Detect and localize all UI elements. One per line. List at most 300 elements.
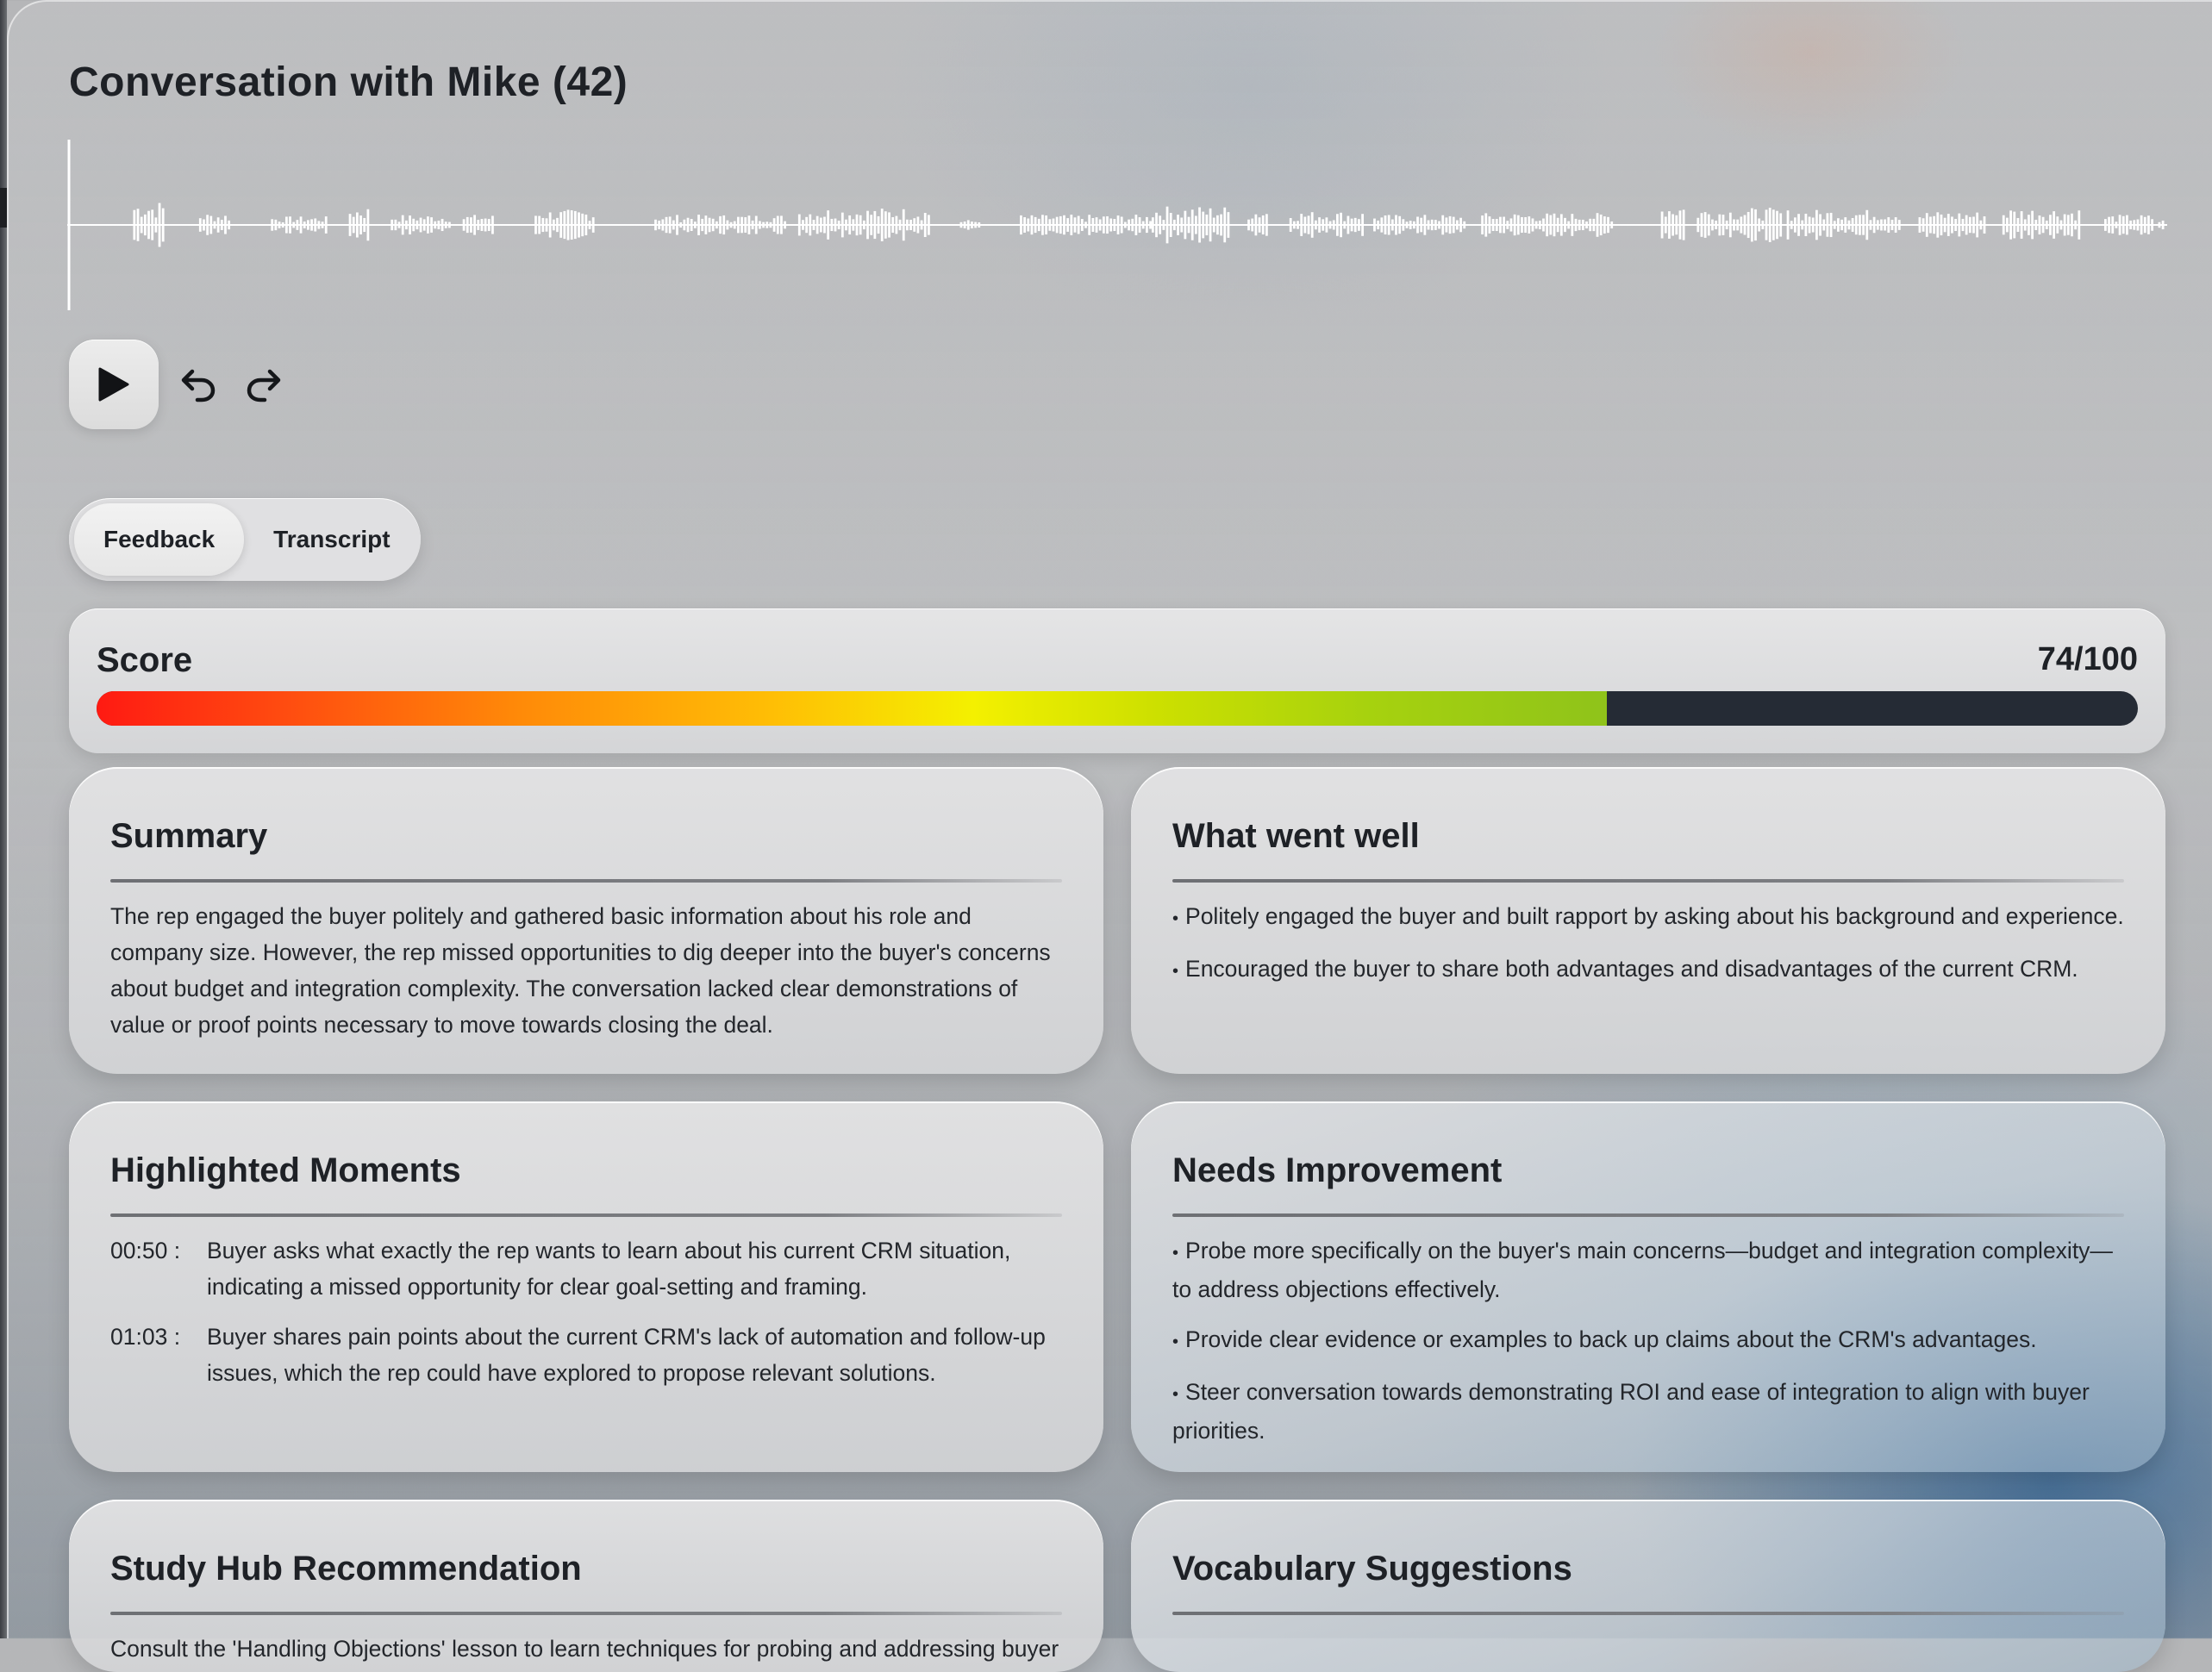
waveform-bar: [1726, 221, 1728, 229]
waveform-bar: [1805, 214, 1808, 236]
waveform-bar: [2034, 220, 2037, 230]
waveform-bar: [589, 221, 591, 229]
waveform-bar: [1441, 215, 1444, 235]
tab-feedback[interactable]: Feedback: [74, 503, 244, 576]
waveform-bar: [1592, 219, 1595, 231]
waveform-bar: [1198, 208, 1201, 243]
waveform-bar: [1524, 217, 1527, 233]
highlighted-moments-title: Highlighted Moments: [110, 1151, 461, 1189]
waveform-bar: [1747, 212, 1750, 238]
waveform-bar: [2021, 211, 2023, 239]
waveform-bar: [1074, 217, 1077, 232]
waveform-bar: [398, 221, 401, 228]
waveform-bar: [765, 221, 768, 228]
moment-text: Buyer shares pain points about the current CRM's lack of automation and follow-up issues, which the rep could have explored to propose relevant solutions.: [207, 1324, 1046, 1386]
waveform-bar: [1131, 219, 1134, 231]
playback-controls: [69, 340, 290, 429]
waveform-bar: [1827, 213, 1829, 236]
waveform-bar: [661, 219, 664, 230]
waveform-bar: [1128, 220, 1130, 231]
waveform-bar: [434, 221, 436, 228]
needs-improvement-list: [1172, 1232, 2124, 1449]
waveform-bar: [658, 221, 660, 229]
waveform-bar: [1066, 218, 1069, 232]
waveform-bar: [676, 215, 678, 234]
waveform-bar: [827, 210, 829, 240]
waveform-bar: [719, 216, 722, 234]
waveform-bar: [679, 222, 682, 228]
waveform-bar: [1103, 216, 1105, 234]
waveform-bar: [928, 215, 930, 234]
waveform-bar: [1453, 217, 1455, 234]
waveform-bar: [1668, 211, 1671, 239]
waveform-bar: [1290, 218, 1292, 232]
waveform-bar: [1951, 216, 1953, 233]
waveform-bar: [974, 222, 977, 228]
waveform-bar: [349, 214, 352, 236]
waveform-bar: [1675, 215, 1678, 234]
waveform-bar: [697, 215, 700, 235]
waveform-bar: [1965, 215, 1968, 235]
waveform-bar: [2122, 216, 2125, 234]
summary-title: Summary: [110, 817, 268, 855]
play-button[interactable]: [69, 340, 159, 429]
waveform-bar: [845, 220, 847, 231]
waveform-bar: [1976, 213, 1978, 238]
waveform-bar: [1919, 217, 1921, 233]
waveform-bar: [1333, 220, 1335, 229]
waveform-bar: [1740, 216, 1742, 233]
waveform-bar: [1665, 216, 1667, 233]
waveform-bar: [884, 211, 887, 239]
waveform-bar: [2162, 221, 2165, 229]
waveform-bar: [1391, 220, 1394, 231]
waveform-bar: [1535, 221, 1538, 229]
waveform-bar: [1936, 212, 1939, 237]
waveform-bar: [856, 215, 859, 235]
waveform-bar: [391, 220, 393, 230]
vocabulary-divider: [1172, 1612, 2124, 1615]
waveform-bar: [1891, 220, 1894, 230]
waveform-bar: [314, 218, 316, 231]
waveform-bar: [834, 219, 837, 232]
moment-item[interactable]: [110, 1319, 1062, 1391]
waveform-bar: [300, 216, 303, 233]
waveform-bar: [274, 220, 277, 230]
waveform-bar: [1109, 218, 1112, 231]
waveform-bar: [409, 215, 411, 234]
waveform-bar: [2126, 215, 2128, 235]
rewind-icon: [178, 365, 218, 404]
waveform-bar: [1517, 215, 1520, 235]
waveform-bar: [1610, 221, 1613, 228]
waveform-bar: [2147, 215, 2150, 234]
waveform-bar: [1406, 221, 1409, 228]
waveform-bar: [430, 217, 433, 233]
waveform-bar: [1251, 219, 1253, 232]
waveform-bar: [1607, 217, 1609, 233]
waveform-bar: [1819, 214, 1821, 235]
waveform-bar: [209, 216, 212, 234]
waveform-bar: [1954, 219, 1957, 231]
waveform-bar: [1539, 221, 1541, 229]
waveform-bar: [271, 219, 273, 230]
waveform-bar: [1528, 216, 1530, 234]
rewind-button[interactable]: [172, 359, 224, 410]
audio-waveform[interactable]: [67, 138, 2167, 312]
waveform-bar: [1206, 215, 1209, 235]
waveform-bar: [1053, 219, 1055, 232]
waveform-bar: [1177, 215, 1179, 235]
waveform-bar: [1070, 215, 1072, 235]
waveform-bar: [1542, 219, 1545, 232]
waveform-bar: [559, 212, 562, 238]
waveform-bar: [1521, 217, 1523, 233]
waveform-bar: [1340, 213, 1342, 237]
waveform-bar: [1358, 219, 1360, 231]
waveform-bar: [1146, 217, 1148, 233]
waveform-bar: [546, 218, 548, 231]
waveform-bar: [1733, 220, 1735, 231]
waveform-bar: [722, 215, 725, 234]
waveform-bar: [2137, 220, 2140, 231]
waveform-bar: [1398, 216, 1401, 234]
waveform-bar: [1056, 217, 1059, 234]
waveform-bar: [863, 221, 865, 229]
went-well-list: [1172, 898, 2124, 989]
waveform-bar: [2071, 214, 2073, 236]
background-window-edge: [0, 0, 7, 1638]
waveform-bar: [1081, 219, 1084, 231]
waveform-bar: [838, 221, 840, 229]
waveform-bar: [895, 216, 897, 234]
waveform-bar: [730, 222, 733, 228]
waveform-bar: [1761, 221, 1764, 229]
moment-timestamp[interactable]: 00:50 :: [110, 1238, 181, 1263]
waveform-bar: [1571, 214, 1573, 236]
waveform-bar: [581, 214, 584, 236]
waveform-bar: [1865, 210, 1868, 240]
waveform-bar: [1336, 214, 1339, 235]
waveform-bar: [683, 220, 685, 230]
waveform-bar: [755, 216, 758, 234]
waveform-bar: [282, 222, 284, 228]
waveform-bar: [1484, 213, 1487, 236]
waveform-bar: [214, 221, 216, 229]
needs-improvement-title: Needs Improvement: [1172, 1151, 1503, 1189]
waveform-bar: [1088, 215, 1090, 235]
waveform-bar: [1142, 221, 1145, 229]
waveform-bar: [1585, 221, 1588, 228]
waveform-bar: [2108, 217, 2110, 234]
waveform-bar: [2039, 215, 2041, 234]
waveform-bar: [1020, 215, 1022, 234]
waveform-bar: [2119, 215, 2121, 234]
waveform-bar: [1779, 213, 1782, 236]
needs-improvement-card: [1131, 1101, 2165, 1472]
waveform-bar: [687, 218, 690, 233]
waveform-bar: [1434, 220, 1437, 230]
waveform-bar: [2104, 219, 2107, 231]
waveform-bar: [816, 216, 819, 234]
waveform-bar: [805, 217, 808, 233]
study-hub-title: Study Hub Recommendation: [110, 1550, 582, 1588]
waveform-bar: [1300, 214, 1303, 236]
waveform-bar: [1063, 215, 1065, 234]
waveform-bar: [1597, 213, 1599, 237]
waveform-bar: [1259, 217, 1261, 233]
waveform-bar: [1347, 216, 1350, 234]
waveform-bar: [780, 215, 783, 234]
waveform-bar: [574, 211, 577, 239]
waveform-bar: [1228, 212, 1230, 238]
waveform-bar: [1776, 211, 1778, 240]
score-bar: [97, 691, 2138, 726]
waveform-bar: [873, 211, 876, 239]
waveform-bar: [1794, 217, 1796, 232]
waveform-bar: [1106, 216, 1109, 234]
waveform-bar: [1736, 220, 1739, 231]
waveform-bar: [1834, 221, 1836, 228]
waveform-bar: [777, 216, 779, 234]
summary-text: The rep engaged the buyer politely and gathered basic information about his role and company size. However, the rep missed opportunities to dig deeper into the buyer's concerns about budget and integration complexity. The conversation lacked clear demonstrations of value or proof points necessary to move towards closing the deal.: [110, 903, 1051, 1038]
waveform-bar: [1729, 213, 1732, 238]
highlighted-moments-card: [69, 1101, 1103, 1472]
list-item: • Encouraged the buyer to share both advantages and disadvantages of the current CRM.: [1172, 956, 2078, 982]
waveform-bar: [1859, 215, 1861, 234]
waveform-bar: [1510, 218, 1513, 231]
waveform-bar: [367, 209, 370, 241]
waveform-bar: [1377, 221, 1379, 229]
waveform-bar: [1671, 214, 1674, 235]
waveform-bar: [563, 211, 565, 239]
waveform-bar: [1844, 217, 1846, 233]
waveform-bar: [1514, 215, 1516, 235]
waveform-bar: [1506, 221, 1509, 229]
study-hub-divider: [110, 1612, 1062, 1615]
waveform-bar: [2056, 216, 2059, 234]
waveform-bar: [1395, 215, 1397, 234]
waveform-bar: [1496, 219, 1498, 231]
waveform-bar: [1322, 219, 1324, 230]
waveform-bar: [1582, 220, 1584, 230]
waveform-bar: [477, 220, 479, 230]
waveform-bar: [420, 218, 422, 233]
waveform-bar: [1354, 218, 1357, 232]
waveform-bar: [1162, 220, 1165, 230]
waveform-bar: [1262, 215, 1265, 234]
waveform-bar: [1423, 215, 1426, 234]
feedback-window: [7, 0, 2212, 1662]
waveform-bar: [423, 219, 426, 230]
summary-divider: [110, 879, 1062, 883]
study-hub-text: Consult the 'Handling Objections' lesson to learn techniques for probing and addressing buyer: [110, 1636, 1059, 1662]
waveform-bar: [1929, 216, 1932, 233]
waveform-bar: [1744, 215, 1746, 235]
waveform-bar: [1769, 208, 1771, 242]
waveform-bar: [1428, 221, 1430, 230]
waveform-bar: [1373, 219, 1376, 232]
forward-button[interactable]: [238, 359, 290, 410]
waveform-bar: [1926, 213, 1928, 237]
waveform-bar: [1209, 209, 1212, 241]
waveform-bar: [1758, 218, 1760, 231]
waveform-bar: [1984, 216, 1986, 234]
waveform-bar: [1188, 217, 1190, 234]
waveform-bar: [427, 216, 429, 234]
waveform-bar: [289, 216, 291, 234]
waveform-bar: [1121, 217, 1123, 234]
waveform-bar: [960, 222, 963, 228]
waveform-bar: [1084, 221, 1087, 228]
waveform-bar: [899, 220, 902, 230]
waveform-bar: [1254, 215, 1257, 236]
score-label: Score: [97, 641, 193, 679]
waveform-bar: [798, 215, 801, 236]
waveform-bar: [734, 221, 736, 229]
waveform-bar: [363, 218, 366, 232]
waveform-bar: [1884, 220, 1886, 231]
waveform-bar: [848, 215, 851, 234]
waveform-bar: [285, 216, 288, 233]
waveform-bar: [2129, 221, 2132, 229]
highlighted-moments-divider: [110, 1213, 1062, 1217]
waveform-bar: [1041, 215, 1044, 234]
waveform-bar: [2003, 215, 2005, 235]
waveform-bar: [137, 209, 140, 241]
waveform-bar: [878, 216, 880, 234]
waveform-bar: [1600, 215, 1603, 235]
waveform-bar: [2067, 215, 2070, 234]
waveform-bar: [1715, 221, 1717, 229]
waveform-bar: [672, 221, 675, 230]
waveform-bar: [709, 218, 711, 233]
waveform-bar: [852, 219, 854, 230]
waveform-bar: [694, 221, 697, 228]
waveform-bar: [1704, 212, 1707, 238]
waveform-bar: [903, 209, 905, 240]
waveform-bar: [1170, 213, 1172, 237]
waveform-bar: [217, 217, 220, 232]
waveform-bar: [1078, 216, 1080, 234]
waveform-bar: [438, 221, 441, 229]
waveform-bar: [1787, 210, 1790, 240]
waveform-bar: [1247, 220, 1250, 231]
waveform-bar: [353, 217, 355, 234]
waveform-bar: [147, 211, 150, 240]
waveform-bar: [2046, 221, 2048, 229]
waveform-bar: [1265, 214, 1268, 235]
waveform-bar: [1546, 214, 1548, 236]
waveform-bar: [2031, 211, 2034, 240]
waveform-bar: [1958, 214, 1960, 237]
waveform-bar: [841, 213, 844, 238]
waveform-bar: [1822, 220, 1825, 231]
moment-item[interactable]: [110, 1232, 1062, 1305]
waveform-bar: [1589, 219, 1591, 231]
waveform-bar: [921, 221, 923, 230]
waveform-bar: [1701, 213, 1703, 237]
waveform-bar: [1420, 218, 1422, 233]
waveform-bar: [356, 212, 359, 237]
waveform-bar: [1463, 221, 1465, 228]
waveform-bar: [1489, 216, 1491, 234]
waveform-bar: [206, 215, 209, 234]
waveform-bar: [1297, 221, 1299, 228]
moment-timestamp[interactable]: 01:03 :: [110, 1324, 181, 1350]
waveform-bar: [1751, 209, 1753, 242]
waveform-bar: [534, 215, 537, 234]
summary-card: [69, 767, 1103, 1074]
waveform-bar: [1388, 215, 1390, 234]
waveform-bar: [2159, 222, 2161, 228]
waveform-bar: [866, 211, 869, 240]
waveform-bar: [1216, 215, 1219, 234]
waveform-bar: [2042, 217, 2045, 234]
waveform-bar: [1553, 214, 1556, 236]
waveform-bar: [1293, 221, 1296, 229]
tab-transcript[interactable]: Transcript: [273, 526, 391, 552]
waveform-bar: [307, 220, 309, 229]
waveform-bar: [221, 220, 223, 230]
waveform-bar: [2133, 220, 2135, 229]
waveform-bar: [1409, 221, 1412, 229]
waveform-bar: [1862, 215, 1865, 234]
waveform-bar: [1887, 217, 1890, 233]
waveform-bar: [1708, 215, 1710, 236]
waveform-bar: [296, 220, 298, 230]
waveform-bar: [488, 219, 491, 231]
waveform-bar: [2074, 221, 2077, 230]
waveform-bar: [1711, 220, 1714, 231]
waveform-bar: [917, 216, 920, 233]
waveform-bar: [1048, 219, 1051, 230]
waveform-bar: [1402, 219, 1404, 230]
waveform-bar: [1578, 220, 1581, 230]
waveform-bar: [1343, 221, 1346, 229]
waveform-bar: [909, 220, 912, 230]
waveform-bar: [1091, 218, 1094, 232]
waveform-bar: [2111, 216, 2114, 234]
waveform-bar: [1947, 214, 1950, 236]
list-item: • Provide clear evidence or examples to back up claims about the CRM's advantages.: [1172, 1326, 2037, 1352]
waveform-bar: [1933, 216, 1935, 234]
waveform-bar: [701, 219, 703, 231]
waveform-bar: [1940, 215, 1943, 235]
waveform-bar: [484, 219, 487, 232]
conversation-title: Conversation with Mike (42): [69, 59, 628, 105]
waveform-bar: [665, 217, 668, 233]
waveform-bar: [470, 217, 472, 233]
waveform-bar: [154, 217, 157, 232]
waveform-bar: [1456, 221, 1459, 230]
waveform-bar: [325, 216, 328, 234]
waveform-bar: [1361, 214, 1364, 236]
waveform-bar: [224, 215, 227, 234]
waveform-bar: [1772, 209, 1775, 240]
waveform-bar: [556, 218, 559, 232]
score-card: [69, 608, 2165, 753]
waveform-bar: [1754, 209, 1757, 240]
waveform-bar: [906, 220, 909, 230]
waveform-bar: [1220, 215, 1222, 236]
waveform-bar: [303, 221, 306, 228]
waveform-bar: [1459, 218, 1462, 233]
waveform-bar: [1134, 215, 1137, 235]
waveform-bar: [967, 220, 970, 229]
waveform-bar: [1683, 209, 1685, 240]
moment-text: Buyer asks what exactly the rep wants to learn about his current CRM situation, indicating a missed opportunity for clear goal-setting and framing.: [207, 1238, 1011, 1300]
